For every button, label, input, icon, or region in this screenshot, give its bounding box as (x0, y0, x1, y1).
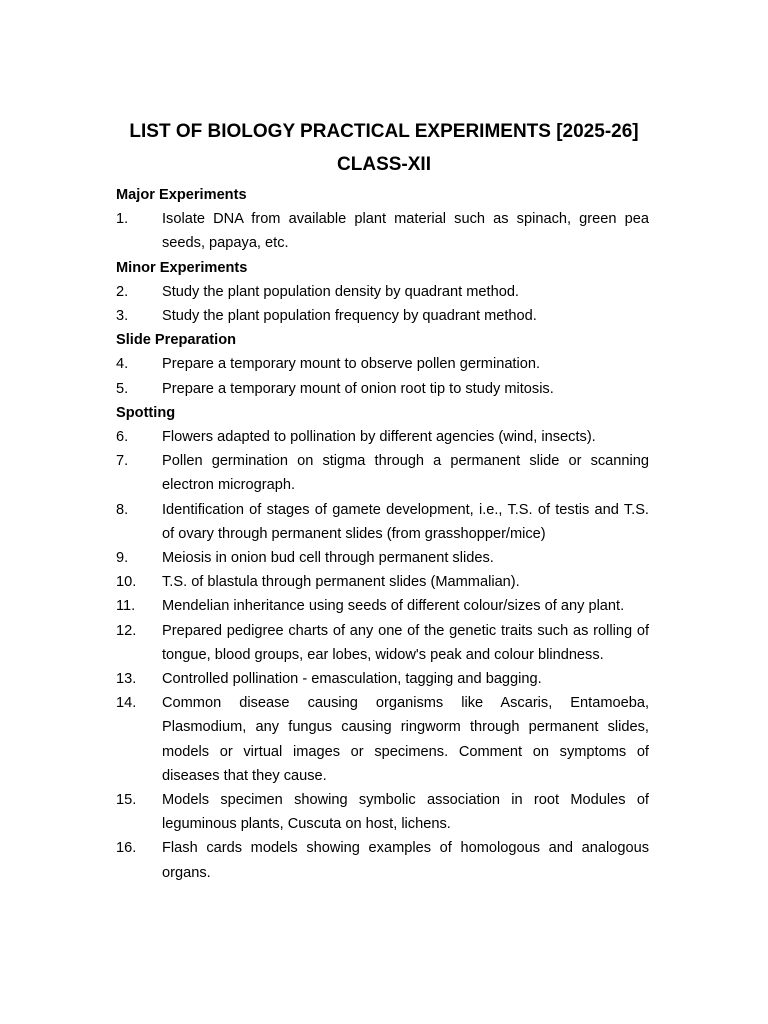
list-item (116, 352, 649, 376)
list-item (116, 836, 649, 884)
list-item (116, 498, 649, 546)
item-number: 3. (116, 308, 129, 325)
item-text: Pollen germination on stigma through a permanent slide or scanning electron micrograph. (162, 453, 649, 494)
item-text: Study the plant population density by quadrant method. (162, 283, 519, 300)
item-number: 7. (116, 453, 129, 470)
section-heading-spotting: Spotting (116, 404, 176, 421)
section-heading-major-experiments: Major Experiments (116, 187, 247, 203)
item-number: 9. (116, 550, 129, 567)
item-text: Prepared pedigree charts of any one of the genetic traits such as rolling of tongue, blood groups, ear lobes, widow's peak and colour blindness. (162, 622, 649, 663)
list-item (116, 594, 649, 618)
item-text: Controlled pollination - emasculation, tagging and bagging. (162, 671, 542, 688)
item-text: Meiosis in onion bud cell through permanent slides. (162, 550, 494, 567)
item-number: 4. (116, 356, 129, 373)
item-text: Prepare a temporary mount to observe pollen germination. (162, 356, 541, 373)
list-item (116, 207, 649, 255)
list-item (116, 570, 649, 594)
item-number: 10. (116, 574, 137, 591)
list-item (116, 691, 649, 788)
list-item (116, 304, 649, 328)
list-item (116, 667, 649, 691)
item-number: 13. (116, 671, 137, 688)
item-text: Study the plant population frequency by quadrant method. (162, 308, 537, 325)
section-heading-minor-experiments: Minor Experiments (116, 259, 248, 276)
item-number: 1. (116, 211, 129, 228)
list-item (116, 619, 649, 667)
item-number: 5. (116, 380, 129, 397)
page-subtitle: CLASS-XII (337, 154, 431, 175)
list-item (116, 377, 649, 401)
item-text: Prepare a temporary mount of onion root tip to study mitosis. (162, 380, 554, 397)
item-number: 15. (116, 792, 137, 809)
item-number: 14. (116, 695, 137, 712)
page-title: LIST OF BIOLOGY PRACTICAL EXPERIMENTS [2025-26] (129, 121, 639, 142)
item-number: 2. (116, 283, 129, 300)
item-text: Flowers adapted to pollination by different agencies (wind, insects). (162, 429, 596, 446)
section-heading-slide-preparation: Slide Preparation (116, 332, 237, 349)
item-number: 16. (116, 840, 137, 857)
item-text: Mendelian inheritance using seeds of different colour/sizes of any plant. (162, 598, 625, 615)
item-text: Common disease causing organisms like Ascaris, Entamoeba, Plasmodium, any fungus causing ringworm through permanent slides, models or virtual images or specimens. Comment on symptoms of diseases that they cause. (162, 695, 649, 784)
list-item (116, 788, 649, 836)
experiment-list (116, 183, 649, 885)
item-text: Flash cards models showing examples of homologous and analogous organs. (162, 840, 649, 881)
item-text: Models specimen showing symbolic association in root Modules of leguminous plants, Cuscuta on host, lichens. (162, 792, 649, 833)
item-number: 8. (116, 501, 129, 518)
list-item (116, 449, 649, 497)
item-text: Isolate DNA from available plant material such as spinach, green pea seeds, papaya, etc. (162, 211, 649, 252)
item-number: 6. (116, 429, 129, 446)
list-item (116, 425, 649, 449)
item-text: T.S. of blastula through permanent slides (Mammalian). (162, 574, 520, 591)
item-text: Identification of stages of gamete development, i.e., T.S. of testis and T.S. of ovary through permanent slides (from grasshopper/mice) (162, 501, 649, 542)
list-item (116, 280, 649, 304)
item-number: 11. (116, 598, 136, 615)
item-number: 12. (116, 622, 137, 639)
list-item (116, 546, 649, 570)
